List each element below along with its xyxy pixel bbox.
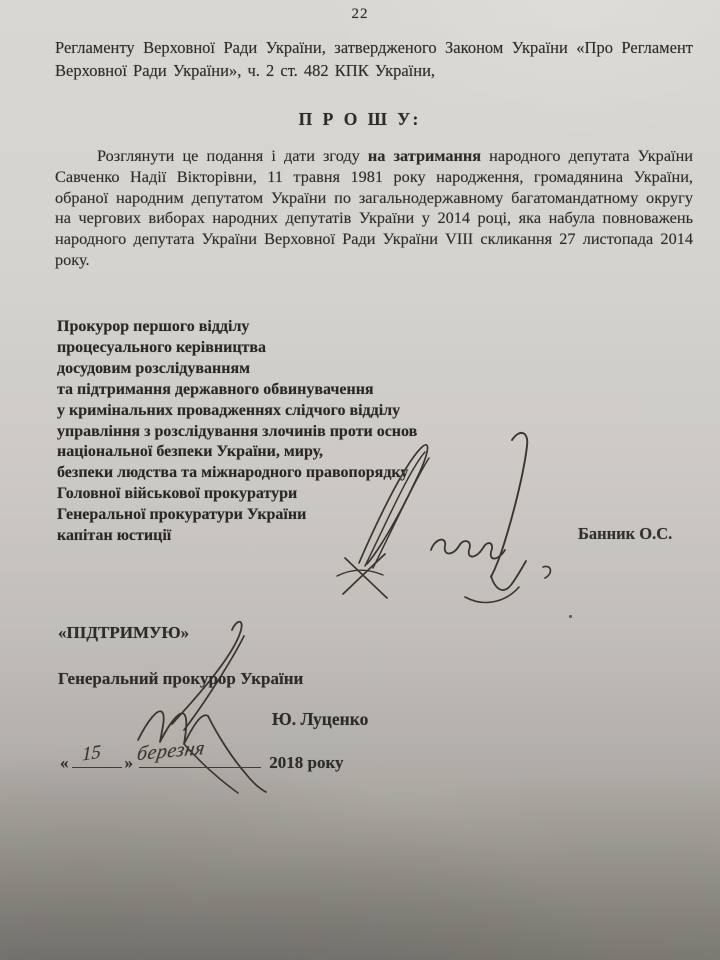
request-text-bold: на затримання xyxy=(367,146,482,165)
approval-stamp-word: «ПІДТРИМУЮ» xyxy=(58,623,190,642)
signatory-title-line: Генеральної прокуратури України xyxy=(57,506,307,524)
date-close-quote: » xyxy=(124,753,133,772)
handwritten-month: березня xyxy=(135,736,207,766)
lutsenko-signature-icon xyxy=(120,612,330,802)
signatory-title-line: Прокурор першого відділу xyxy=(57,318,250,335)
date-open-quote: « xyxy=(60,753,69,772)
signatory-title-line: досудовим розслідуванням xyxy=(57,359,251,377)
signatory-title-line: управління з розслідування злочинів проти основ xyxy=(57,422,418,440)
request-heading: П Р О Ш У: xyxy=(298,109,422,129)
request-paragraph xyxy=(55,146,693,271)
request-text-after: народного депутата України Савченко Надії Вікторівни, 11 травня 1981 року народження, громадянина України, обраної народним депутатом України по загальнодержавному багатомандатному округу на чергових виборах народних депутатів України у 2014 році, яка набула повноважень народного депутата України Верховної Ради України VIII скликання 27 листопада 2014 року. xyxy=(55,146,694,269)
signatory-title-line: процесуального керівництва xyxy=(57,338,267,356)
page-number: 22 xyxy=(351,6,369,22)
request-text-before: Розглянути це подання і дати згоду xyxy=(97,146,368,165)
bannyk-signature-icon xyxy=(335,418,570,608)
signatory-title-line: Головної військової прокуратури xyxy=(57,485,298,503)
signatory-title-line: та підтримання державного обвинувачення xyxy=(57,380,374,398)
approver-title: Генеральний прокурор України xyxy=(58,669,304,688)
handwritten-day: 15 xyxy=(81,741,101,766)
date-line xyxy=(60,736,344,773)
signatory-name: Банник О.С. xyxy=(578,524,673,543)
date-year-text: 2018 року xyxy=(269,753,344,772)
signatory-title-line: у кримінальних провадженнях слідчого відділу xyxy=(57,401,401,419)
photo-speck xyxy=(569,615,572,618)
intro-paragraph: Регламенту Верховної Ради України, затвердженого Законом України «Про Регламент Верховної Ради України», ч. 2 ст. 482 КПК України, xyxy=(55,38,693,80)
signatory-title-line: безпеки людства та міжнародного правопорядку xyxy=(57,464,409,482)
approver-name: Ю. Луценко xyxy=(272,709,369,729)
date-month-blank xyxy=(135,736,261,768)
date-day-blank xyxy=(72,741,122,768)
signatory-title-line: національної безпеки України, миру, xyxy=(57,443,324,461)
signatory-title-line: капітан юстиції xyxy=(57,527,172,545)
